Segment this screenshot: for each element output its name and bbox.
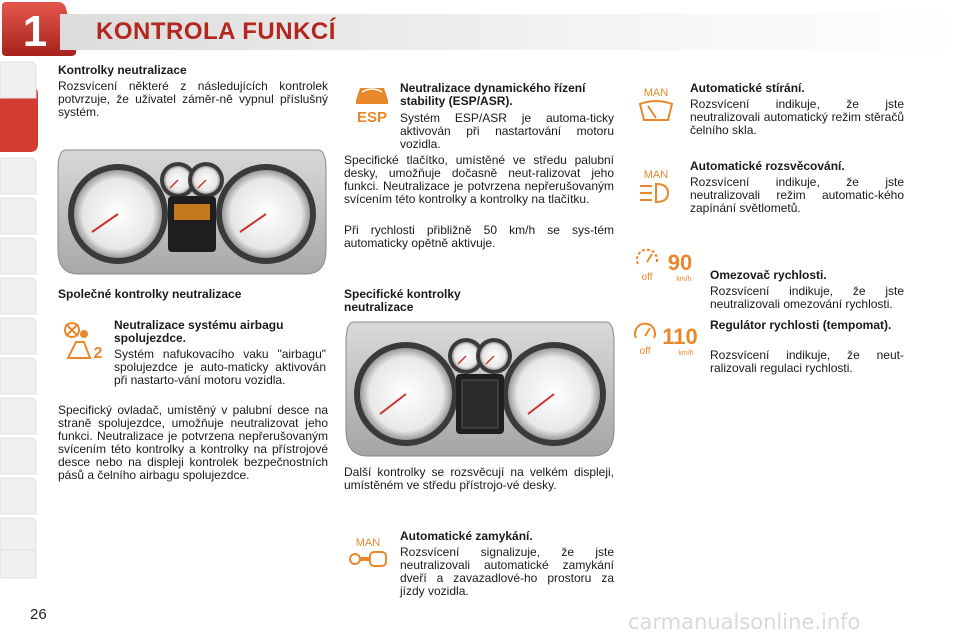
side-tab[interactable]: [0, 236, 44, 276]
instrument-cluster-image-large: [344, 318, 616, 458]
esp-text-3: Při rychlosti přibližně 50 km/h se sys-tém automaticky opětně aktivuje.: [344, 223, 614, 250]
specific-heading: Specifické kontrolky neutralizace: [344, 287, 461, 314]
cruise-control-off-icon: [632, 322, 704, 358]
airbag-title: Neutralizace systému airbagu spolujezdce.: [114, 318, 284, 345]
chapter-number: 1: [22, 7, 48, 56]
auto-lock-off-icon: [348, 534, 388, 568]
cruise-text: Rozsvícení indikuje, že neut-ralizovali regulaci rychlosti.: [710, 348, 904, 375]
section-heading: Kontrolky neutralizace: [58, 63, 187, 77]
wiper-title: Automatické stírání.: [690, 81, 805, 95]
kmh-label: km/h: [676, 276, 692, 283]
esp-text: Systém ESP/ASR je automa-ticky aktivován při nastartování motoru vozidla.: [400, 111, 614, 151]
side-tab[interactable]: [0, 436, 44, 476]
limiter-title: Omezovač rychlosti.: [710, 268, 827, 282]
auto-wiper-off-icon: [636, 84, 676, 124]
man-label: MAN: [643, 169, 669, 181]
intro-text: Rozsvícení některé z následujících kontrolek potvrzuje, že uživatel záměr-ně vypnul příslušný systém.: [58, 79, 328, 119]
wiper-text: Rozsvícení indikuje, že jste neutralizovali automatický režim stěračů čelního skla.: [690, 97, 904, 137]
cruise-title: Regulátor rychlosti (tempomat).: [710, 318, 892, 332]
airbag-text: Systém nafukovacího vaku "airbagu" spolujezdce je auto-maticky aktivován při nastarto-vání motoru vozidla.: [114, 347, 326, 387]
side-tab[interactable]: [0, 156, 44, 196]
airbag-text-2: Specifický ovladač, umístěný v palubní desce na straně spolujezdce, umožňuje neutralizovat jeho funkci. Neutralizace je potvrzena nepřerušovaným svícením této kontrolky a kontrolky na přístrojové desce nebo na displeji kontrolek bezpečnostních pásů a čelního airbagu spolujezdce.: [58, 403, 328, 482]
lock-text: Rozsvícení signalizuje, že jste neutralizovali automatické zamykání dveří a zavazadlové-ho prostoru za jízdy vozidla.: [400, 545, 614, 598]
limiter-text: Rozsvícení indikuje, že jste neutralizovali omezování rychlosti.: [710, 284, 904, 311]
airbag-seat-number: 2: [93, 345, 103, 362]
side-tab[interactable]: [0, 356, 44, 396]
side-tab[interactable]: [0, 316, 44, 356]
auto-lights-off-icon: [636, 166, 676, 206]
watermark: carmanualsonline.info: [628, 610, 861, 634]
speed-limiter-off-icon: [632, 248, 702, 284]
side-tab[interactable]: [0, 548, 44, 588]
kmh-label: km/h: [678, 350, 694, 357]
display-text: Další kontrolky se rozsvěcují na velkém displeji, umístěném ve středu přístrojo-vé desky.: [344, 465, 614, 492]
side-tab[interactable]: [0, 276, 44, 316]
off-label: off: [641, 272, 653, 283]
page-number: 26: [30, 606, 47, 623]
esp-text-2: Specifické tlačítko, umístěné ve středu palubní desky, umožňuje dočasně neut-ralizovat jeho funkci. Neutralizace je potvrzena nepřerušovaným svícením této kontrolky a kontrolky na tlačítku.: [344, 153, 614, 206]
lights-title: Automatické rozsvěcování.: [690, 159, 845, 173]
esp-title: Neutralizace dynamického řízení stability (ESP/ASR).: [400, 81, 586, 108]
man-label: MAN: [643, 87, 669, 99]
limiter-speed: 90: [667, 250, 693, 275]
page-title: KONTROLA FUNKCÍ: [96, 18, 336, 45]
esp-label: ESP: [356, 109, 388, 126]
lights-text: Rozsvícení indikuje, že jste neutralizovali režim automatic-kého zapínání světlometů.: [690, 175, 904, 215]
lock-title: Automatické zamykání.: [400, 529, 533, 543]
airbag-off-icon: [58, 320, 106, 362]
side-tab[interactable]: [0, 60, 44, 100]
esp-off-icon: [352, 84, 392, 126]
common-heading: Společné kontrolky neutralizace: [58, 287, 242, 301]
off-label: off: [639, 346, 651, 357]
side-tab[interactable]: [0, 196, 44, 236]
side-tab[interactable]: [0, 396, 44, 436]
instrument-cluster-image: [56, 140, 328, 278]
man-label: MAN: [355, 537, 381, 549]
side-tab[interactable]: [0, 476, 44, 516]
cruise-speed: 110: [662, 324, 698, 349]
